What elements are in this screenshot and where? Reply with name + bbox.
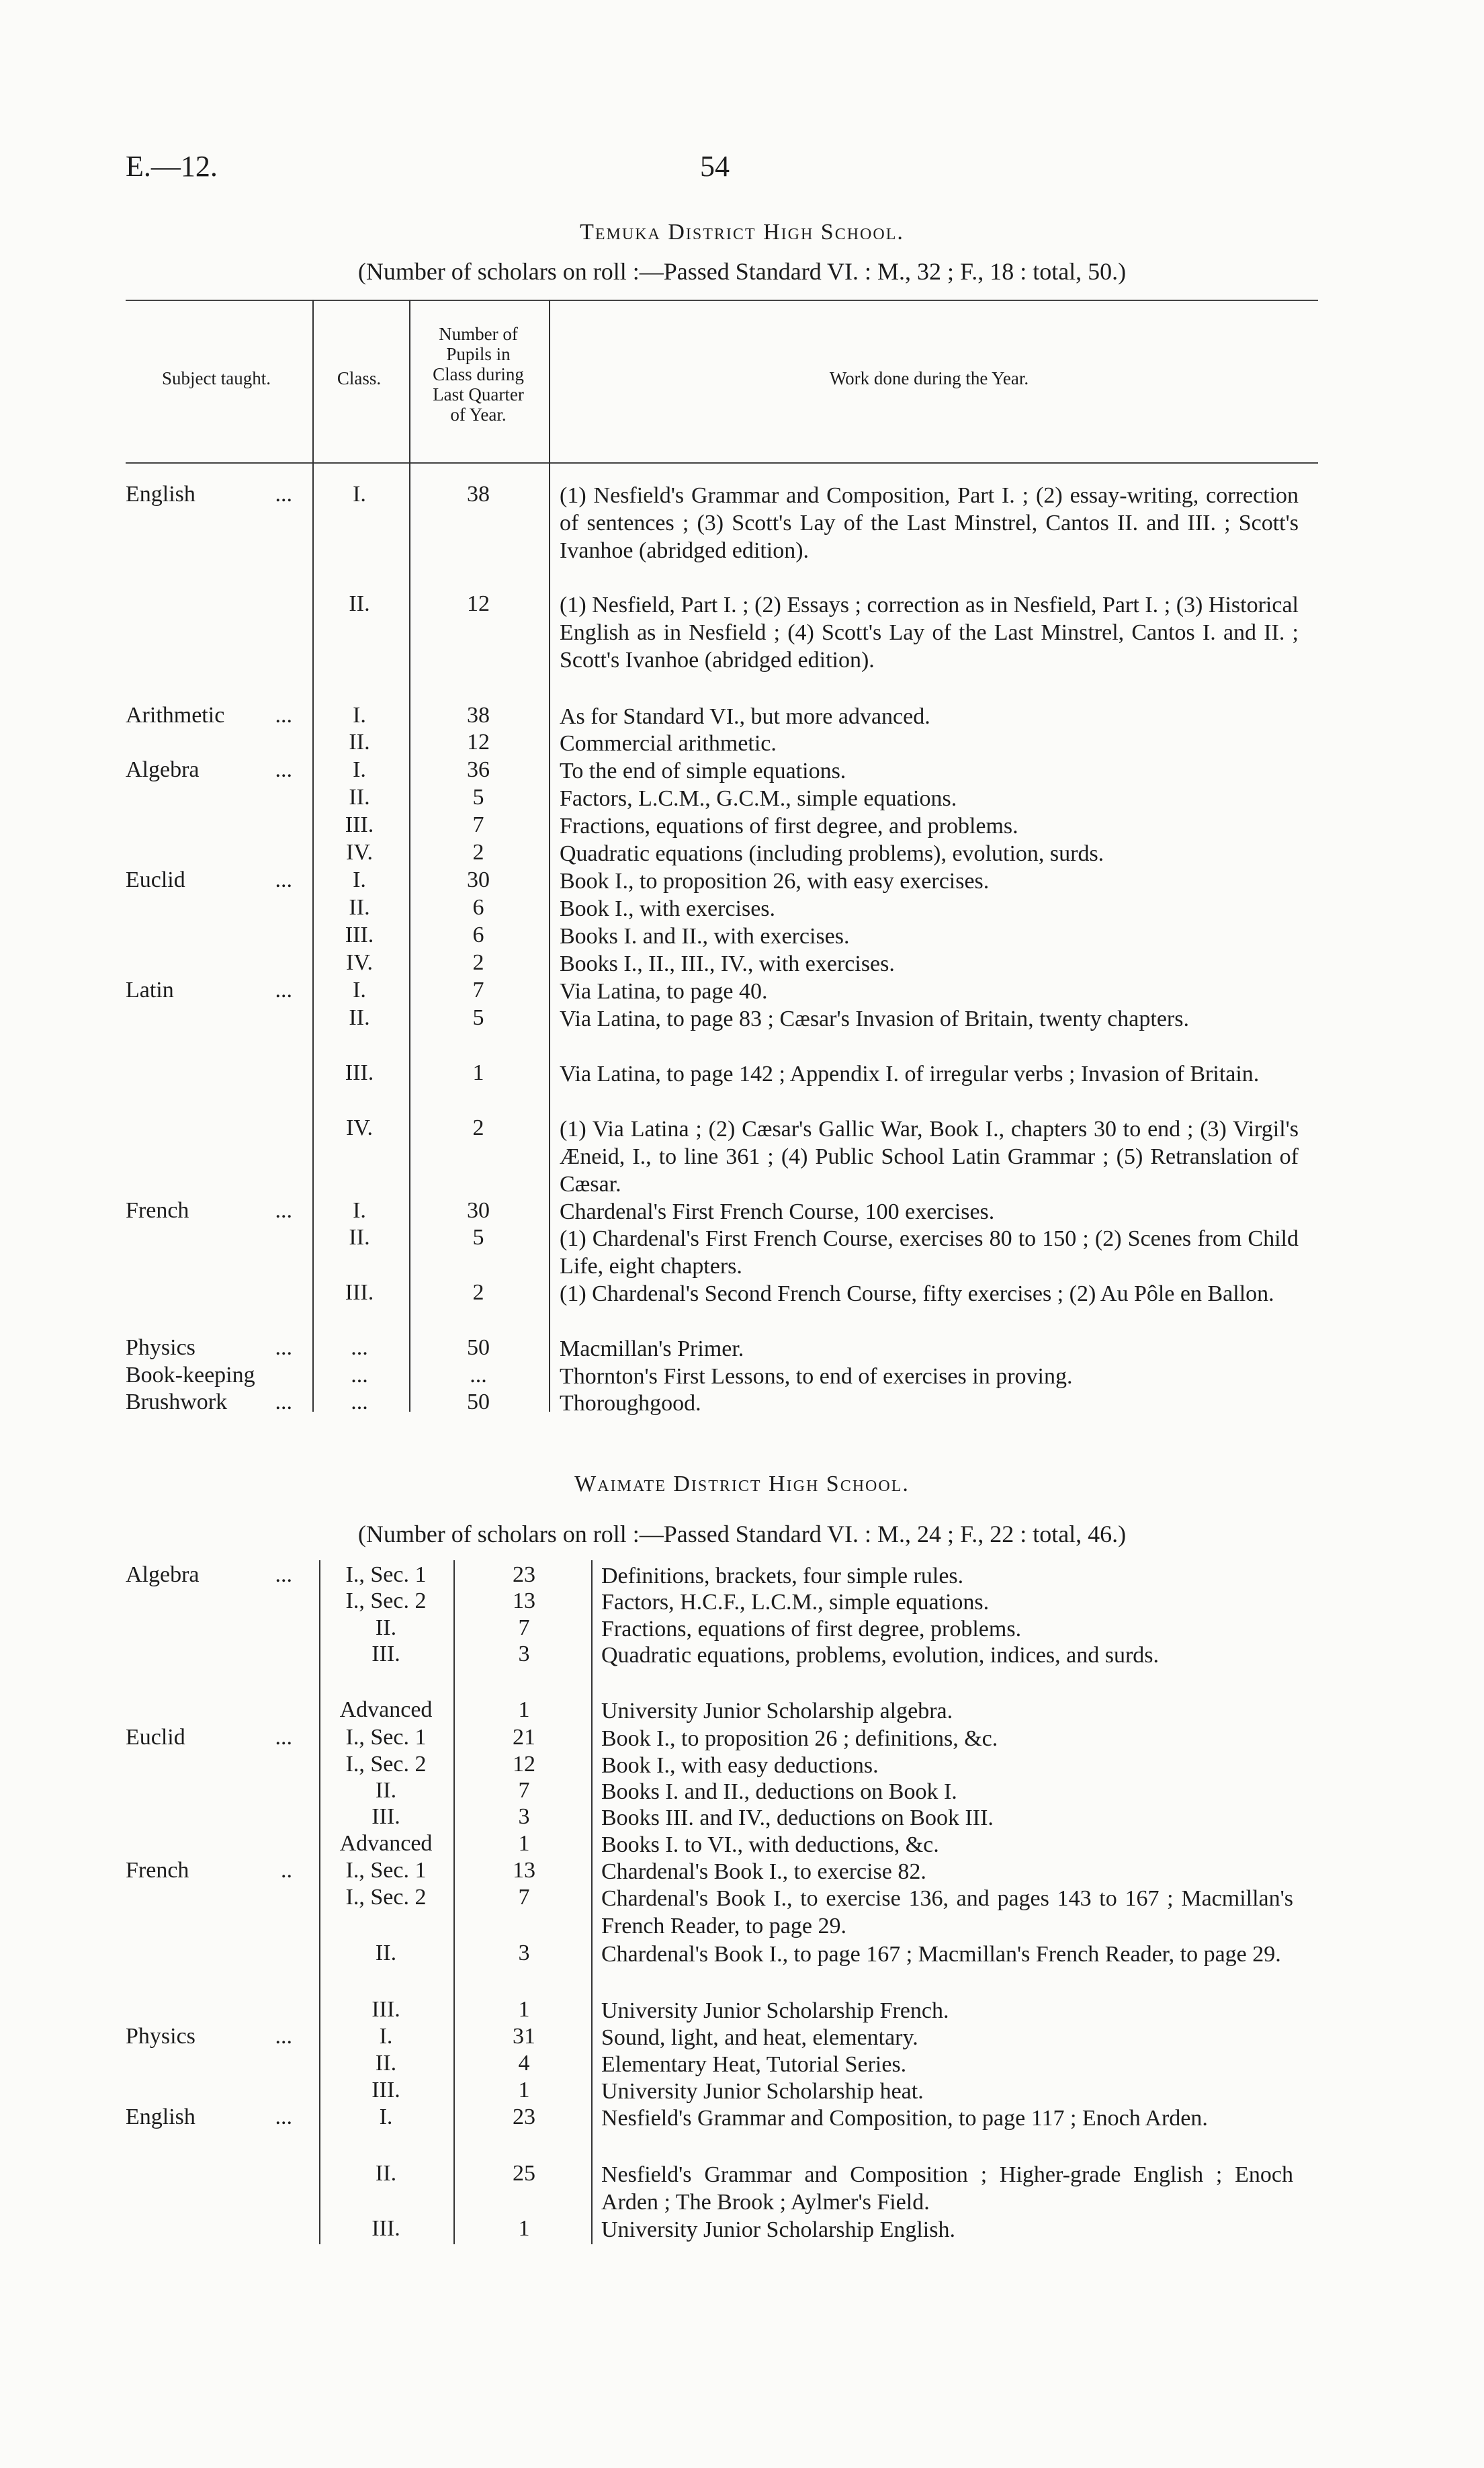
leader-dots: ... xyxy=(275,2024,292,2049)
pupils-cell: ... xyxy=(470,1363,487,1388)
work-cell: Elementary Heat, Tutorial Series. xyxy=(601,2052,907,2077)
leader-dots: ... xyxy=(275,757,292,782)
work-cell: Nesfield's Grammar and Composition ; Higher-grade English ; Enoch Arden ; The Brook ; Aylmer's Field. xyxy=(601,2162,1293,2215)
col-work-header: Work done during the Year. xyxy=(829,368,1029,388)
subject-cell: English xyxy=(126,2104,195,2129)
class-cell: I. xyxy=(379,2024,393,2049)
pupils-cell: 6 xyxy=(472,923,484,947)
class-cell: II. xyxy=(375,2051,397,2076)
class-cell: I., Sec. 1 xyxy=(345,1725,427,1750)
class-cell: III. xyxy=(345,1060,374,1085)
pupils-cell: 50 xyxy=(467,1335,490,1360)
work-cell: Sound, light, and heat, elementary. xyxy=(601,2025,918,2050)
col-class-header: Class. xyxy=(337,368,382,388)
pupils-cell: 30 xyxy=(467,1198,490,1223)
work-cell: As for Standard VI., but more advanced. xyxy=(560,704,930,729)
class-cell: I. xyxy=(353,978,366,1003)
document-code: E.—12. xyxy=(126,150,218,183)
work-cell: Thornton's First Lessons, to end of exercises in proving. xyxy=(560,1364,1073,1389)
pupils-cell: 7 xyxy=(518,1885,530,1910)
work-cell: (1) Via Latina ; (2) Cæsar's Gallic War, Book I., chapters 30 to end ; (3) Virgil's Æneid, I., to line 361 ; (4) Public School Latin Grammar ; (5) Retranslation of Cæsar. xyxy=(560,1117,1299,1197)
pupils-cell: 3 xyxy=(518,1642,530,1666)
page-number: 54 xyxy=(700,150,730,183)
subject-cell: Euclid xyxy=(126,1725,185,1750)
class-cell: Advanced xyxy=(339,1697,433,1722)
class-cell: II. xyxy=(375,1615,397,1640)
subject-cell: Physics xyxy=(126,2024,195,2049)
work-cell: Factors, L.C.M., G.C.M., simple equations. xyxy=(560,786,957,811)
pupils-cell: 1 xyxy=(518,1831,530,1856)
work-cell: Via Latina, to page 83 ; Cæsar's Invasion of Britain, twenty chapters. xyxy=(560,1007,1189,1031)
pupils-cell: 12 xyxy=(513,1752,535,1777)
class-cell: I. xyxy=(353,757,366,782)
pupils-cell: 30 xyxy=(467,867,490,892)
pupils-cell: 50 xyxy=(467,1390,490,1414)
pupils-cell: 7 xyxy=(472,978,484,1003)
work-cell: (1) Chardenal's Second French Course, fifty exercises ; (2) Au Pôle en Ballon. xyxy=(560,1281,1274,1306)
work-cell: (1) Nesfield, Part I. ; (2) Essays ; correction as in Nesfield, Part I. ; (3) Historical English as in Nesfield ; (4) Scott's Lay of the Last Minstrel, Cantos I. and II. ; Scott's Ivanhoe (abridged edition). xyxy=(560,593,1299,673)
work-cell: Chardenal's Book I., to page 167 ; Macmillan's French Reader, to page 29. xyxy=(601,1942,1281,1967)
col-pupils-header-line: Number of xyxy=(439,324,518,344)
class-cell: II. xyxy=(375,2161,397,2186)
pupils-cell: 2 xyxy=(472,840,484,865)
pupils-cell: 2 xyxy=(472,950,484,975)
col-pupils-header xyxy=(411,324,545,425)
work-cell: Chardenal's Book I., to exercise 136, and pages 143 to 167 ; Macmillan's French Reader, to page 29. xyxy=(601,1886,1293,1939)
pupils-cell: 12 xyxy=(467,591,490,616)
col-divider xyxy=(453,1560,455,2244)
leader-dots: .. xyxy=(281,1858,292,1883)
pupils-cell: 21 xyxy=(513,1725,535,1750)
waimate-roll: (Number of scholars on roll :—Passed Standard VI. : M., 24 ; F., 22 : total, 46.) xyxy=(357,1521,1127,1547)
work-cell: University Junior Scholarship algebra. xyxy=(601,1699,953,1724)
leader-dots: ... xyxy=(275,867,292,892)
pupils-cell: 23 xyxy=(513,1562,535,1587)
class-cell: I. xyxy=(353,703,366,728)
class-cell: I., Sec. 2 xyxy=(345,1752,427,1777)
pupils-cell: 13 xyxy=(513,1858,535,1883)
pupils-cell: 36 xyxy=(467,757,490,782)
class-cell: III. xyxy=(345,812,374,837)
work-cell: Quadratic equations, problems, evolution, indices, and surds. xyxy=(601,1643,1159,1668)
pupils-cell: 38 xyxy=(467,482,490,507)
work-cell: University Junior Scholarship French. xyxy=(601,1998,949,2023)
table-top-rule xyxy=(126,300,1318,301)
work-cell: Book I., with easy deductions. xyxy=(601,1753,879,1778)
col-subject-header: Subject taught. xyxy=(162,368,271,388)
subject-cell: French xyxy=(126,1858,189,1883)
class-cell: II. xyxy=(375,1778,397,1803)
work-cell: Quadratic equations (including problems), evolution, surds. xyxy=(560,841,1104,866)
pupils-cell: 7 xyxy=(518,1778,530,1803)
class-cell: ... xyxy=(351,1390,368,1414)
subject-cell: Book-keeping xyxy=(126,1363,255,1388)
pupils-cell: 13 xyxy=(513,1588,535,1613)
class-cell: I. xyxy=(353,482,366,507)
subject-cell: Physics xyxy=(126,1335,195,1360)
class-cell: II. xyxy=(349,785,370,810)
pupils-cell: 1 xyxy=(518,2078,530,2102)
class-cell: Advanced xyxy=(339,1831,433,1856)
pupils-cell: 23 xyxy=(513,2104,535,2129)
header-bottom-rule xyxy=(126,462,1318,464)
col-divider xyxy=(409,300,410,1412)
work-cell: Book I., to proposition 26 ; definitions, &c. xyxy=(601,1726,998,1751)
work-cell: Books I. to VI., with deductions, &c. xyxy=(601,1832,939,1857)
work-cell: University Junior Scholarship English. xyxy=(601,2217,955,2242)
work-cell: To the end of simple equations. xyxy=(560,759,846,783)
class-cell: ... xyxy=(351,1363,368,1388)
class-cell: IV. xyxy=(346,840,373,865)
work-cell: Books I., II., III., IV., with exercises. xyxy=(560,951,895,976)
class-cell: II. xyxy=(375,1941,397,1965)
class-cell: III. xyxy=(372,1804,400,1829)
work-cell: Via Latina, to page 40. xyxy=(560,979,768,1004)
pupils-cell: 1 xyxy=(518,1697,530,1722)
work-cell: Fractions, equations of first degree, and problems. xyxy=(560,814,1018,839)
class-cell: III. xyxy=(372,2216,400,2241)
leader-dots: ... xyxy=(275,1390,292,1414)
subject-cell: Latin xyxy=(126,978,174,1003)
work-cell: Book I., to proposition 26, with easy exercises. xyxy=(560,869,990,894)
pupils-cell: 31 xyxy=(513,2024,535,2049)
class-cell: ... xyxy=(351,1335,368,1360)
temuka-title: Temuka District High School. xyxy=(580,220,904,245)
leader-dots: ... xyxy=(275,1335,292,1360)
work-cell: Books I. and II., with exercises. xyxy=(560,924,850,949)
subject-cell: Algebra xyxy=(126,1562,200,1587)
work-cell: Books III. and IV., deductions on Book III. xyxy=(601,1805,994,1830)
class-cell: I. xyxy=(353,867,366,892)
pupils-cell: 7 xyxy=(472,812,484,837)
leader-dots: ... xyxy=(275,1562,292,1587)
class-cell: II. xyxy=(349,1005,370,1030)
pupils-cell: 1 xyxy=(472,1060,484,1085)
work-cell: Macmillan's Primer. xyxy=(560,1336,744,1361)
leader-dots: ... xyxy=(275,2104,292,2129)
work-cell: University Junior Scholarship heat. xyxy=(601,2079,924,2104)
class-cell: I. xyxy=(353,1198,366,1223)
pupils-cell: 2 xyxy=(472,1115,484,1140)
work-cell: Chardenal's Book I., to exercise 82. xyxy=(601,1859,926,1884)
class-cell: III. xyxy=(345,923,374,947)
work-cell: Nesfield's Grammar and Composition, to page 117 ; Enoch Arden. xyxy=(601,2106,1208,2131)
work-cell: Thoroughgood. xyxy=(560,1391,701,1416)
class-cell: III. xyxy=(372,1997,400,2022)
work-cell: (1) Chardenal's First French Course, exercises 80 to 150 ; (2) Scenes from Child Life, eight chapters. xyxy=(560,1226,1299,1279)
leader-dots: ... xyxy=(275,1725,292,1750)
class-cell: I., Sec. 2 xyxy=(345,1885,427,1910)
temuka-roll: (Number of scholars on roll :—Passed Standard VI. : M., 32 ; F., 18 : total, 50.) xyxy=(357,258,1127,285)
pupils-cell: 1 xyxy=(518,2216,530,2241)
subject-cell: Euclid xyxy=(126,867,185,892)
col-divider xyxy=(549,300,550,1412)
class-cell: I., Sec. 1 xyxy=(345,1562,427,1587)
col-pupils-header-line: Pupils in xyxy=(446,344,511,364)
work-cell: Commercial arithmetic. xyxy=(560,731,777,756)
col-divider xyxy=(319,1560,320,2244)
pupils-cell: 7 xyxy=(518,1615,530,1640)
work-cell: Definitions, brackets, four simple rules. xyxy=(601,1564,964,1588)
class-cell: II. xyxy=(349,895,370,920)
col-pupils-header-line: of Year. xyxy=(450,405,507,425)
work-cell: Fractions, equations of first degree, problems. xyxy=(601,1617,1022,1642)
pupils-cell: 3 xyxy=(518,1804,530,1829)
class-cell: I., Sec. 2 xyxy=(345,1588,427,1613)
col-pupils-header-line: Last Quarter xyxy=(433,384,524,405)
subject-cell: Arithmetic xyxy=(126,703,225,728)
leader-dots: ... xyxy=(275,703,292,728)
leader-dots: ... xyxy=(275,1198,292,1223)
work-cell: Books I. and II., deductions on Book I. xyxy=(601,1779,957,1804)
class-cell: I. xyxy=(379,2104,393,2129)
leader-dots: ... xyxy=(275,482,292,507)
pupils-cell: 5 xyxy=(472,1005,484,1030)
pupils-cell: 6 xyxy=(472,895,484,920)
pupils-cell: 5 xyxy=(472,1225,484,1250)
subject-cell: Brushwork xyxy=(126,1390,228,1414)
waimate-title: Waimate District High School. xyxy=(574,1472,910,1496)
class-cell: I., Sec. 1 xyxy=(345,1858,427,1883)
pupils-cell: 38 xyxy=(467,703,490,728)
class-cell: IV. xyxy=(346,1115,373,1140)
work-cell: Book I., with exercises. xyxy=(560,896,776,921)
class-cell: IV. xyxy=(346,950,373,975)
leader-dots: ... xyxy=(275,978,292,1003)
work-cell: (1) Nesfield's Grammar and Composition, Part I. ; (2) essay-writing, correction of sentences ; (3) Scott's Lay of the Last Minstrel, Cantos II. and III. ; Scott's Ivanhoe (abridged edition). xyxy=(560,483,1299,563)
pupils-cell: 12 xyxy=(467,730,490,755)
pupils-cell: 1 xyxy=(518,1997,530,2022)
work-cell: Factors, H.C.F., L.C.M., simple equations. xyxy=(601,1590,990,1615)
col-divider xyxy=(591,1560,593,2244)
pupils-cell: 25 xyxy=(513,2161,535,2186)
class-cell: III. xyxy=(345,1280,374,1305)
pupils-cell: 3 xyxy=(518,1941,530,1965)
class-cell: II. xyxy=(349,591,370,616)
subject-cell: English xyxy=(126,482,195,507)
class-cell: III. xyxy=(372,2078,400,2102)
work-cell: Via Latina, to page 142 ; Appendix I. of irregular verbs ; Invasion of Britain. xyxy=(560,1062,1260,1087)
pupils-cell: 4 xyxy=(518,2051,530,2076)
class-cell: III. xyxy=(372,1642,400,1666)
class-cell: II. xyxy=(349,1225,370,1250)
pupils-cell: 2 xyxy=(472,1280,484,1305)
work-cell: Chardenal's First French Course, 100 exercises. xyxy=(560,1199,995,1224)
class-cell: II. xyxy=(349,730,370,755)
pupils-cell: 5 xyxy=(472,785,484,810)
col-pupils-header-line: Class during xyxy=(433,364,524,384)
subject-cell: Algebra xyxy=(126,757,200,782)
subject-cell: French xyxy=(126,1198,189,1223)
